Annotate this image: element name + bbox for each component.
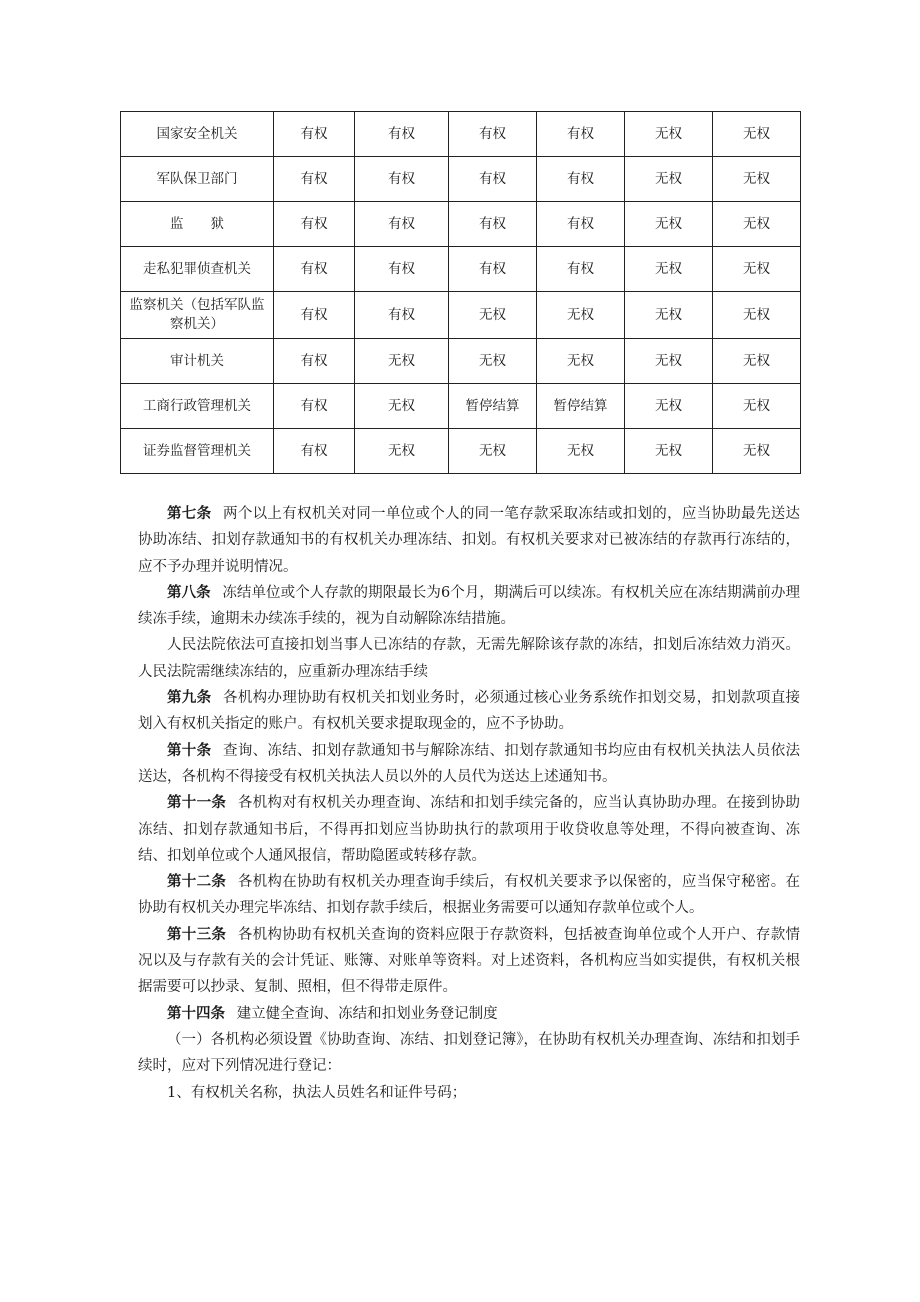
table-row [121,202,801,247]
permission-cell: 无权 [625,112,713,157]
authority-name-cell: 工商行政管理机关 [121,384,274,429]
permission-cell: 有权 [355,292,449,339]
article-body: 各机构协助有权机关查询的资料应限于存款资料，包括被查询单位或个人开户、存款情况以及与存款有关的会计凭证、账簿、对账单等资料。对上述资料，各机构应当如实提供，有权机关根据需要可以抄录、复制、照相，但不得带走原件。 [138,926,801,996]
permission-cell: 有权 [355,157,449,202]
article-body: 各机构在协助有权机关办理查询手续后，有权机关要求予以保密的，应当保守秘密。在协助有权机关办理完毕冻结、扣划存款手续后，根据业务需要可以通知存款单位或个人。 [138,874,801,917]
permission-cell: 暂停结算 [537,384,625,429]
permission-cell: 有权 [274,112,355,157]
article-body: （一）各机构必须设置《协助查询、冻结、扣划登记簿》，在协助有权机关办理查询、冻结和扣划手续时，应对下列情况进行登记： [138,1031,800,1075]
article-number: 第十条 [167,742,212,759]
permission-cell: 无权 [449,292,537,339]
permission-cell: 无权 [625,292,713,339]
article-body: 各机构对有权机关办理查询、冻结和扣划手续完备的，应当认真协助办理。在接到协助冻结、扣划存款通知书后，不得再扣划应当协助执行的款项用于收贷收息等处理，不得向被查询、冻结、扣划单位或个人通风报信，帮助隐匿或转移存款。 [138,795,801,864]
article-paragraph [138,790,800,869]
article-body: 查询、冻结、扣划存款通知书与解除冻结、扣划存款通知书均应由有权机关执法人员依法送达，各机构不得接受有权机关执法人员以外的人员代为送达上述通知书。 [138,742,801,785]
permission-cell: 无权 [355,429,449,474]
article-number: 第十四条 [167,1005,225,1022]
article-body: 各机构办理协助有权机关扣划业务时，必须通过核心业务系统作扣划交易，扣划款项直接划入有权机关指定的账户。有权机关要求提取现金的，应不予协助。 [138,690,801,733]
article-number: 第八条 [167,584,211,601]
article-text [138,501,800,1106]
permission-cell: 无权 [625,202,713,247]
article-paragraph [138,501,800,580]
permission-cell: 有权 [537,112,625,157]
article-number: 第十一条 [167,795,227,812]
permission-cell: 无权 [537,339,625,384]
permission-cell: 有权 [449,112,537,157]
permission-cell: 有权 [274,339,355,384]
permission-cell: 无权 [625,157,713,202]
authority-name-cell: 军队保卫部门 [121,157,274,202]
authority-name-cell: 走私犯罪侦查机关 [121,247,274,292]
permission-cell: 有权 [274,157,355,202]
article-body: 人民法院依法可直接扣划当事人已冻结的存款，无需先解除该存款的冻结，扣划后冻结效力消灭。人民法院需继续冻结的，应重新办理冻结手续 [138,637,800,680]
permission-cell: 无权 [713,112,801,157]
table-row [121,292,801,339]
article-body: 1、有权机关名称，执法人员姓名和证件号码； [167,1084,467,1101]
permission-cell: 有权 [449,202,537,247]
article-paragraph [138,922,800,1001]
permission-cell: 有权 [355,202,449,247]
authority-name-cell: 监察机关（包括军队监察机关） [121,292,274,339]
permission-cell: 有权 [274,247,355,292]
article-number: 第十三条 [167,926,227,943]
permission-cell: 无权 [625,339,713,384]
permission-cell: 无权 [713,429,801,474]
permission-cell: 暂停结算 [449,384,537,429]
permission-cell: 无权 [355,384,449,429]
permission-cell: 无权 [537,292,625,339]
article-number: 第九条 [167,690,212,707]
authority-name-cell: 监 狱 [121,202,274,247]
permission-cell: 无权 [537,429,625,474]
authority-name-cell: 证券监督管理机关 [121,429,274,474]
permission-cell: 有权 [274,384,355,429]
permission-cell: 有权 [355,247,449,292]
article-paragraph [138,1080,800,1106]
permission-cell: 无权 [713,339,801,384]
article-paragraph [138,869,800,922]
permission-cell: 无权 [625,429,713,474]
permission-cell: 无权 [713,384,801,429]
permission-cell: 有权 [449,247,537,292]
table-row [121,339,801,384]
article-number: 第七条 [167,506,212,522]
authority-name-cell: 审计机关 [121,339,274,384]
permission-cell: 无权 [713,157,801,202]
permission-cell: 无权 [625,384,713,429]
article-paragraph [138,632,800,685]
permission-cell: 无权 [355,339,449,384]
table-row [121,384,801,429]
permission-cell: 无权 [713,202,801,247]
permission-cell: 有权 [449,157,537,202]
authority-table [120,111,801,474]
article-paragraph [138,685,800,738]
permission-cell: 有权 [537,247,625,292]
table-row [121,157,801,202]
article-number: 第十二条 [167,874,227,891]
permission-cell: 有权 [537,202,625,247]
article-paragraph [138,580,800,633]
article-paragraph [138,1027,800,1080]
table-row [121,112,801,157]
table-row [121,429,801,474]
permission-cell: 有权 [274,292,355,339]
permission-cell: 无权 [713,247,801,292]
table-row [121,247,801,292]
article-body: 建立健全查询、冻结和扣划业务登记制度 [236,1005,498,1022]
permission-cell: 无权 [449,339,537,384]
permission-cell: 无权 [625,247,713,292]
article-body: 冻结单位或个人存款的期限最长为6个月，期满后可以续冻。有权机关应在冻结期满前办理续冻手续，逾期未办续冻手续的，视为自动解除冻结措施。 [138,584,800,628]
permission-cell: 有权 [537,157,625,202]
permission-cell: 有权 [274,429,355,474]
article-paragraph [138,1001,800,1027]
article-paragraph [138,738,800,791]
authority-name-cell: 国家安全机关 [121,112,274,157]
article-body: 两个以上有权机关对同一单位或个人的同一笔存款采取冻结或扣划的，应当协助最先送达协助冻结、扣划存款通知书的有权机关办理冻结、扣划。有权机关要求对已被冻结的存款再行冻结的，应不予办理并说明情况。 [138,506,801,575]
permission-cell: 有权 [274,202,355,247]
permission-cell: 无权 [713,292,801,339]
permission-cell: 有权 [355,112,449,157]
permission-cell: 无权 [449,429,537,474]
